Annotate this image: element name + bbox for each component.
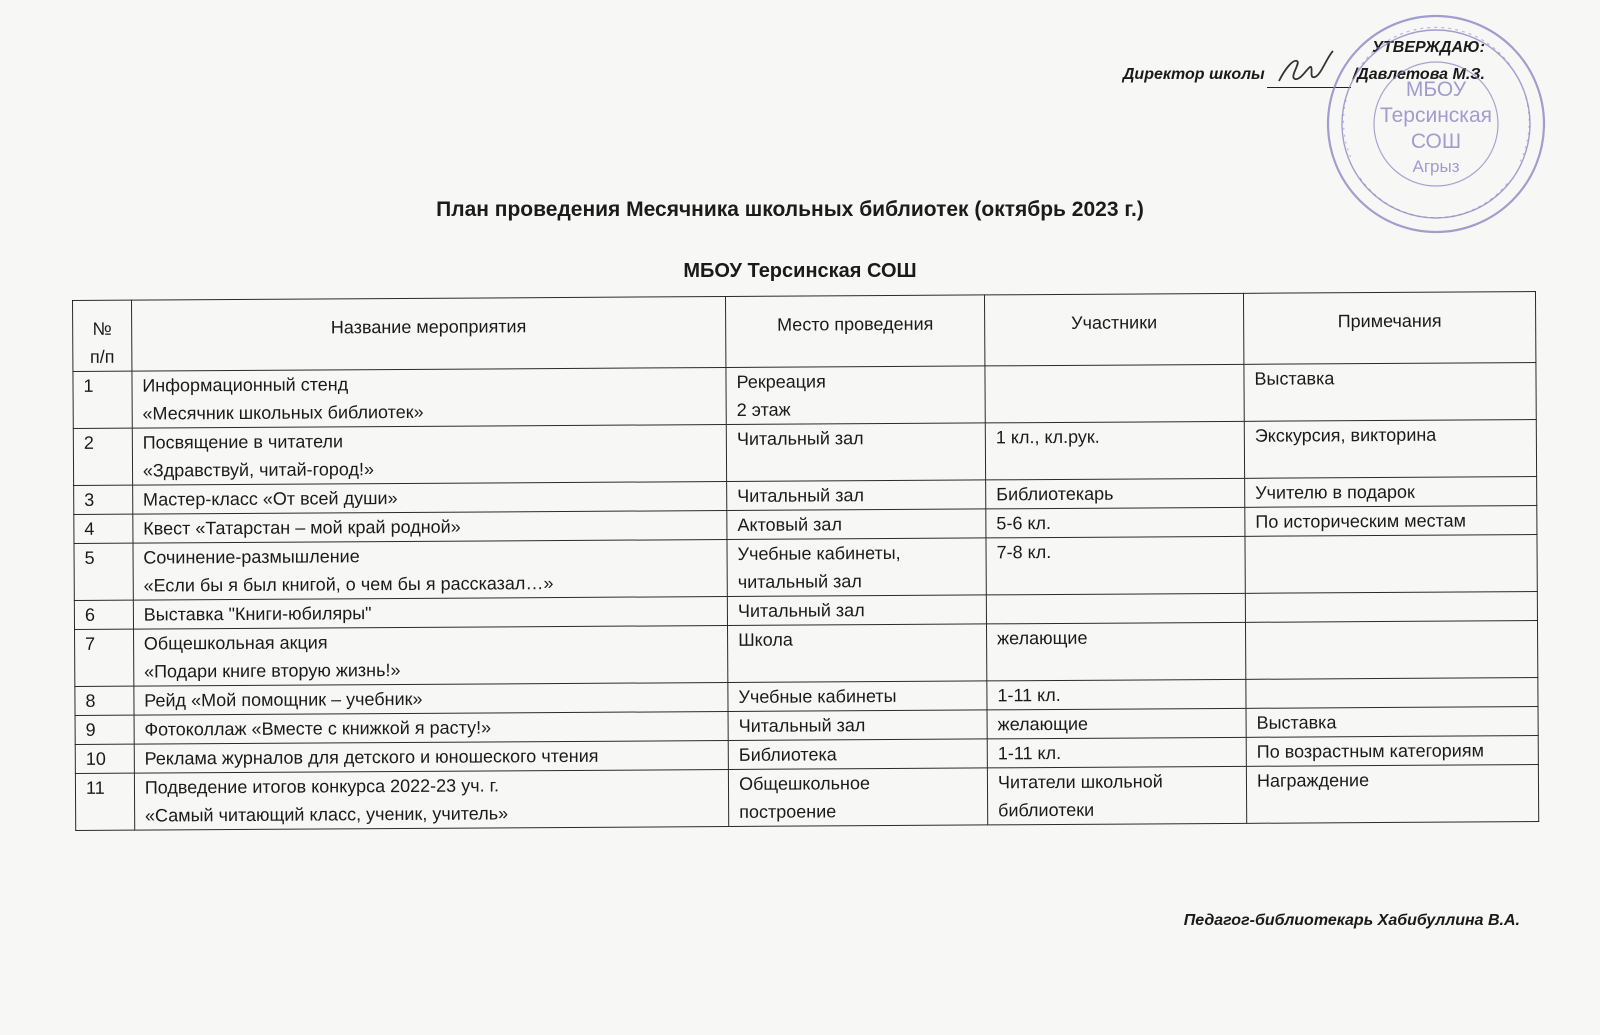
cell-event-name: Рейд «Мой помощник – учебник» <box>134 683 728 716</box>
header-participants: Участники <box>985 293 1244 366</box>
cell-number: 5 <box>74 543 133 600</box>
stamp-line-4: Агрыз <box>1412 157 1460 176</box>
cell-place: Общешкольное построение <box>728 768 987 827</box>
cell-event-name: Общешкольная акция «Подари книге вторую жизнь!» <box>133 626 728 687</box>
cell-participants: 5-6 кл. <box>986 507 1245 538</box>
table-row <box>75 621 1538 687</box>
table-row <box>73 363 1536 429</box>
stamp-line-2: Терсинская <box>1379 104 1493 127</box>
cell-number: 9 <box>75 715 134 744</box>
cell-number: 2 <box>73 428 132 485</box>
events-table <box>72 291 1539 831</box>
cell-participants: Библиотекарь <box>986 478 1245 509</box>
cell-place: Читальный зал <box>727 595 986 626</box>
table-header-row <box>73 292 1536 372</box>
cell-notes: Выставка <box>1244 363 1536 422</box>
document-title-text: План проведения Месячника школьных библиотек (октябрь 2023 г.) <box>436 198 1144 221</box>
cell-event-name: Сочинение-размышление «Если бы я был книгой, о чем бы я рассказал…» <box>133 540 728 601</box>
header-notes: Примечания <box>1243 292 1535 365</box>
cell-participants: 7-8 кл. <box>986 536 1245 595</box>
cell-notes <box>1245 592 1537 623</box>
stamp-line-3: СОШ <box>1410 130 1462 153</box>
cell-participants: желающие <box>987 622 1246 681</box>
approval-director-name: /Давлетова М.З. <box>1352 66 1485 83</box>
cell-place: Библиотека <box>728 739 987 770</box>
cell-notes: По возрастным категориям <box>1246 736 1538 767</box>
table-row <box>73 420 1536 486</box>
cell-event-name: Фотоколлаж «Вместе с книжкой я расту!» <box>134 711 728 744</box>
header-number: № п/п <box>73 300 132 371</box>
cell-event-name: Реклама журналов для детского и юношеского чтения <box>134 740 728 773</box>
cell-notes <box>1245 535 1537 594</box>
cell-number: 4 <box>74 514 133 543</box>
cell-place: Рекреация 2 этаж <box>726 366 985 425</box>
header-place: Место проведения <box>726 295 985 368</box>
header-event-name: Название мероприятия <box>131 297 726 372</box>
school-name: МБОУ Терсинская СОШ <box>683 260 917 282</box>
cell-participants: 1 кл., кл.рук. <box>985 421 1244 480</box>
approval-position: Директор школы <box>1122 66 1265 83</box>
cell-place: Актовый зал <box>727 509 986 540</box>
librarian-signature: Педагог-библиотекарь Хабибуллина В.А. <box>1183 912 1520 929</box>
cell-event-name: Выставка "Книги-юбиляры" <box>133 597 727 630</box>
cell-place: Учебные кабинеты <box>728 681 987 712</box>
cell-participants: желающие <box>987 708 1246 739</box>
cell-notes <box>1245 621 1537 680</box>
cell-number: 3 <box>74 485 133 514</box>
document-title <box>0 198 1600 222</box>
cell-place: Читальный зал <box>726 423 985 482</box>
table-row <box>74 535 1537 601</box>
cell-number: 7 <box>75 629 134 686</box>
cell-event-name: Мастер-класс «От всей души» <box>132 482 726 515</box>
cell-event-name: Посвящение в читатели «Здравствуй, читай-город!» <box>132 425 727 486</box>
cell-event-name: Информационный стенд «Месячник школьных библиотек» <box>132 368 727 429</box>
cell-number: 6 <box>74 600 133 629</box>
table-row <box>75 765 1538 831</box>
cell-participants <box>986 593 1245 624</box>
cell-participants: 1-11 кл. <box>987 679 1246 710</box>
cell-participants <box>985 364 1244 423</box>
cell-place: Читальный зал <box>728 710 987 741</box>
cell-place: Учебные кабинеты, читальный зал <box>727 538 986 597</box>
cell-notes: Награждение <box>1246 765 1538 824</box>
cell-participants: Читатели школьной библиотеки <box>987 766 1246 825</box>
cell-notes: По историческим местам <box>1245 506 1537 537</box>
cell-notes: Учителю в подарок <box>1245 477 1537 508</box>
cell-place: Читальный зал <box>727 480 986 511</box>
approval-title: УТВЕРЖДАЮ: <box>1372 39 1485 56</box>
cell-participants: 1-11 кл. <box>987 737 1246 768</box>
cell-event-name: Подведение итогов конкурса 2022-23 уч. г. «Самый читающий класс, ученик, учитель» <box>134 769 729 830</box>
stamp-line-1: МБОУ <box>1405 78 1467 101</box>
cell-event-name: Квест «Татарстан – мой край родной» <box>133 511 727 544</box>
cell-number: 10 <box>75 744 134 773</box>
cell-number: 8 <box>75 686 134 715</box>
cell-notes: Выставка <box>1246 707 1538 738</box>
cell-notes: Экскурсия, викторина <box>1244 420 1536 479</box>
cell-place: Школа <box>728 624 987 683</box>
cell-number: 1 <box>73 371 132 428</box>
cell-number: 11 <box>75 773 134 830</box>
cell-notes <box>1246 678 1538 709</box>
